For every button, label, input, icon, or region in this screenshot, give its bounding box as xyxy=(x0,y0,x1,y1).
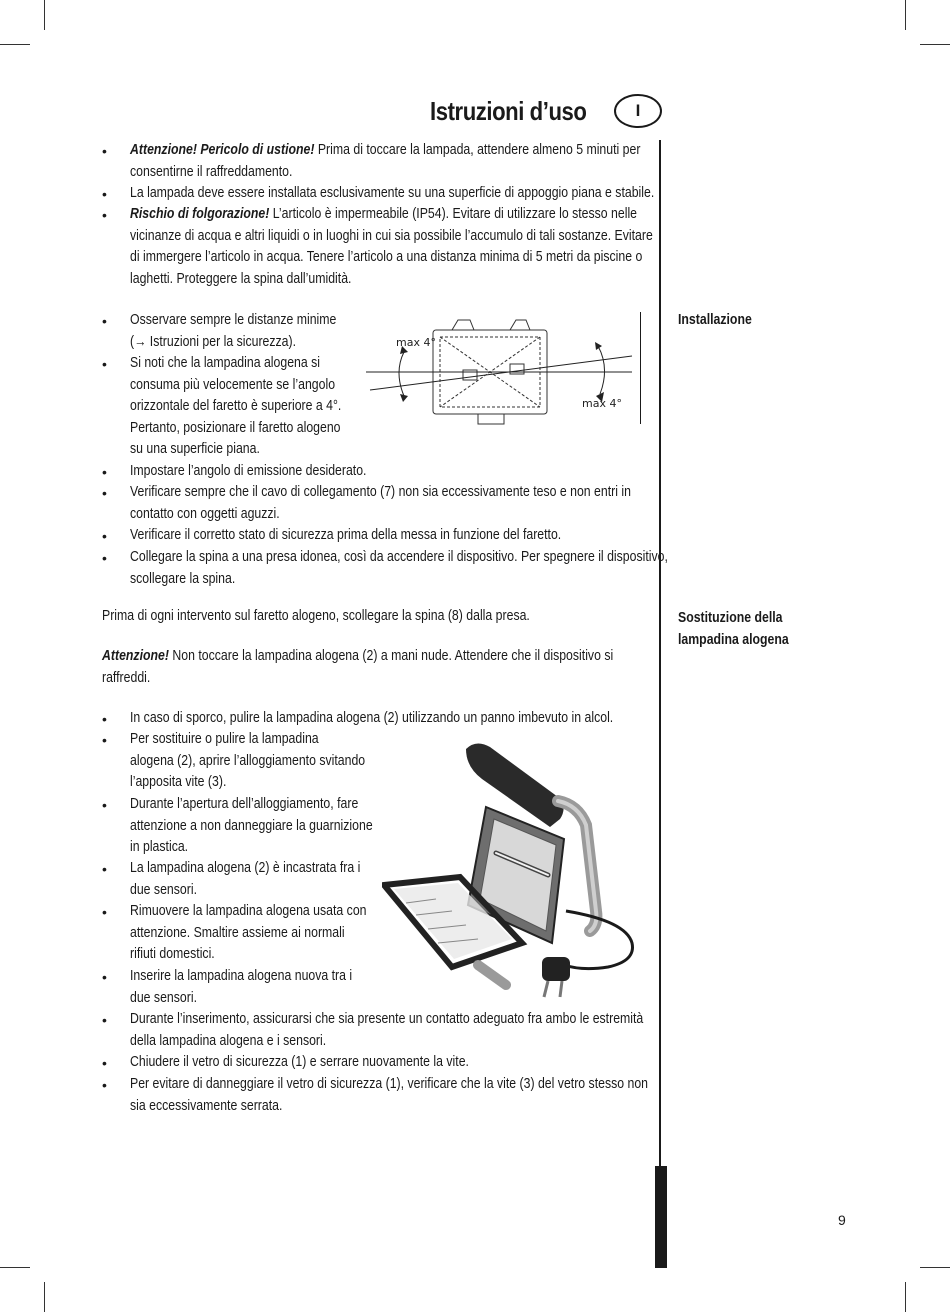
crop-mark xyxy=(920,1267,950,1268)
list-item xyxy=(130,204,653,290)
language-badge-label: I xyxy=(635,101,641,120)
list-item xyxy=(130,461,366,483)
item-text: della lampadina alogena e i sensori. xyxy=(130,1032,327,1049)
item-text: Collegare la spina a una presa idonea, così da accendere il dispositivo. Per spegnere il dispositivo, xyxy=(130,549,668,565)
item-text: di immergere l’articolo in acqua. Tenere l’articolo a una distanza minima di 5 metri da piscine o xyxy=(130,249,643,266)
item-text: contatto con oggetti aguzzi. xyxy=(130,505,280,522)
item-text: raffreddi. xyxy=(102,669,151,686)
angle-label-left: max 4° xyxy=(396,336,436,349)
item-text: Durante l’inserimento, assicurarsi che sia presente un contatto adeguato fra ambo le estremità xyxy=(130,1011,644,1027)
item-text: alogena (2), aprire l’alloggiamento svitando xyxy=(130,752,366,769)
list-item xyxy=(130,966,352,1009)
item-text: Pertanto, posizionare il faretto alogeno xyxy=(130,419,341,436)
bullet: • xyxy=(102,186,107,202)
list-item xyxy=(130,858,360,901)
item-text: due sensori. xyxy=(130,989,197,1006)
bullet: • xyxy=(102,356,107,372)
item-text: L’articolo è impermeabile (IP54). Evitare di utilizzare lo stesso nelle xyxy=(269,206,638,222)
list-item xyxy=(130,525,561,547)
item-text: La lampada deve essere installata esclusivamente su una superficie di appoggio piana e stabile. xyxy=(130,185,655,201)
list-item xyxy=(130,1009,643,1052)
item-text: consuma più velocemente se l’angolo xyxy=(130,376,336,393)
crop-mark xyxy=(44,0,45,30)
item-text: Si noti che la lampadina alogena si xyxy=(130,355,321,371)
bullet: • xyxy=(102,904,107,920)
column-rule-tab xyxy=(655,1166,667,1268)
bullet: • xyxy=(102,969,107,985)
crop-mark xyxy=(44,1282,45,1312)
bullet: • xyxy=(102,313,107,329)
item-text: orizzontale del faretto è superiore a 4°. xyxy=(130,398,342,415)
list-item xyxy=(130,353,341,461)
language-badge xyxy=(614,94,662,128)
item-text: vicinanze di acqua e altri liquidi o in luoghi in cui sia possibile l’accumulo di tali sostanze. Evitare xyxy=(130,227,653,244)
page-title: Istruzioni d’uso xyxy=(430,96,587,126)
column-rule xyxy=(659,140,661,1170)
list-item xyxy=(130,1052,469,1074)
crop-mark xyxy=(905,1282,906,1312)
intro-paragraph: Prima di ogni intervento sul faretto alogeno, scollegare la spina (8) dalla presa. xyxy=(102,608,530,624)
list-item xyxy=(130,794,373,859)
list-item xyxy=(130,482,631,525)
item-text: laghetti. Proteggere la spina dall’umidità. xyxy=(130,270,352,287)
item-text: Verificare il corretto stato di sicurezza prima della messa in funzione del faretto. xyxy=(130,527,562,543)
list-item xyxy=(130,901,367,966)
bullet: • xyxy=(102,711,107,727)
item-text: attenzione. Smaltire assieme ai normali xyxy=(130,924,345,941)
list-item xyxy=(130,183,654,205)
floodlight-illustration xyxy=(382,735,644,1000)
bullet: • xyxy=(102,528,107,544)
heading-line: lampadina alogena xyxy=(678,631,789,648)
crop-mark xyxy=(920,44,950,45)
item-text: Impostare l’angolo di emissione desiderato. xyxy=(130,463,367,479)
bullet: • xyxy=(102,485,107,501)
item-text: Verificare sempre che il cavo di collegamento (7) non sia eccessivamente teso e non entri in xyxy=(130,484,631,500)
warning-paragraph xyxy=(102,646,613,689)
bullet: • xyxy=(102,1055,107,1071)
crop-mark xyxy=(905,0,906,30)
item-text: attenzione a non danneggiare la guarnizione xyxy=(130,817,373,834)
list-item xyxy=(130,310,336,353)
bullet: • xyxy=(102,797,107,813)
item-text: Osservare sempre le distanze minime xyxy=(130,312,337,328)
item-text: in plastica. xyxy=(130,839,189,856)
bullet: • xyxy=(102,550,107,566)
item-text: sia eccessivamente serrata. xyxy=(130,1097,283,1114)
item-text: Non toccare la lampadina alogena (2) a mani nude. Attendere che il dispositivo si xyxy=(168,648,614,664)
bullet: • xyxy=(102,1012,107,1028)
item-text: In caso di sporco, pulire la lampadina alogena (2) utilizzando un panno imbevuto in alcol. xyxy=(130,710,614,726)
warning-label: Attenzione! xyxy=(102,648,169,664)
item-text: Chiudere il vetro di sicurezza (1) e serrare nuovamente la vite. xyxy=(130,1054,469,1070)
heading-line: Sostituzione della xyxy=(678,610,783,626)
crop-mark xyxy=(0,1267,30,1268)
item-text: Durante l’apertura dell’alloggiamento, fare xyxy=(130,796,359,812)
bullet: • xyxy=(102,143,107,159)
bullet: • xyxy=(102,207,107,223)
list-item xyxy=(130,1074,648,1117)
angle-label-right: max 4° xyxy=(582,397,622,410)
list-item xyxy=(130,140,640,183)
item-text: due sensori. xyxy=(130,881,197,898)
section-heading-installazione: Installazione xyxy=(678,312,752,328)
item-text: Rimuovere la lampadina alogena usata con xyxy=(130,903,367,919)
bullet: • xyxy=(102,861,107,877)
bullet: • xyxy=(102,732,107,748)
bullet: • xyxy=(102,1077,107,1093)
item-text: (→ Istruzioni per la sicurezza). xyxy=(130,333,297,350)
figure-rule xyxy=(640,312,641,424)
item-text: rifiuti domestici. xyxy=(130,946,215,963)
section-heading-sostituzione xyxy=(678,608,789,651)
warning-label: Rischio di folgorazione! xyxy=(130,206,270,222)
list-item xyxy=(130,708,613,730)
item-text: La lampadina alogena (2) è incastrata fra i xyxy=(130,860,361,876)
item-text: Inserire la lampadina alogena nuova tra i xyxy=(130,968,353,984)
item-text: su una superficie piana. xyxy=(130,441,260,458)
item-text: consentirne il raffreddamento. xyxy=(130,163,293,180)
tilt-angle-diagram xyxy=(366,316,636,428)
list-item xyxy=(130,729,365,794)
warning-label: Attenzione! Pericolo di ustione! xyxy=(130,142,315,158)
item-text: Prima di toccare la lampada, attendere almeno 5 minuti per xyxy=(314,142,641,158)
item-text: l’apposita vite (3). xyxy=(130,774,227,791)
page-number: 9 xyxy=(838,1212,846,1228)
item-text: Per evitare di danneggiare il vetro di sicurezza (1), verificare che la vite (3) del vetro stesso non xyxy=(130,1076,649,1092)
crop-mark xyxy=(0,44,30,45)
item-text: Per sostituire o pulire la lampadina xyxy=(130,731,319,747)
bullet: • xyxy=(102,464,107,480)
list-item xyxy=(130,547,668,590)
item-text: scollegare la spina. xyxy=(130,570,236,587)
